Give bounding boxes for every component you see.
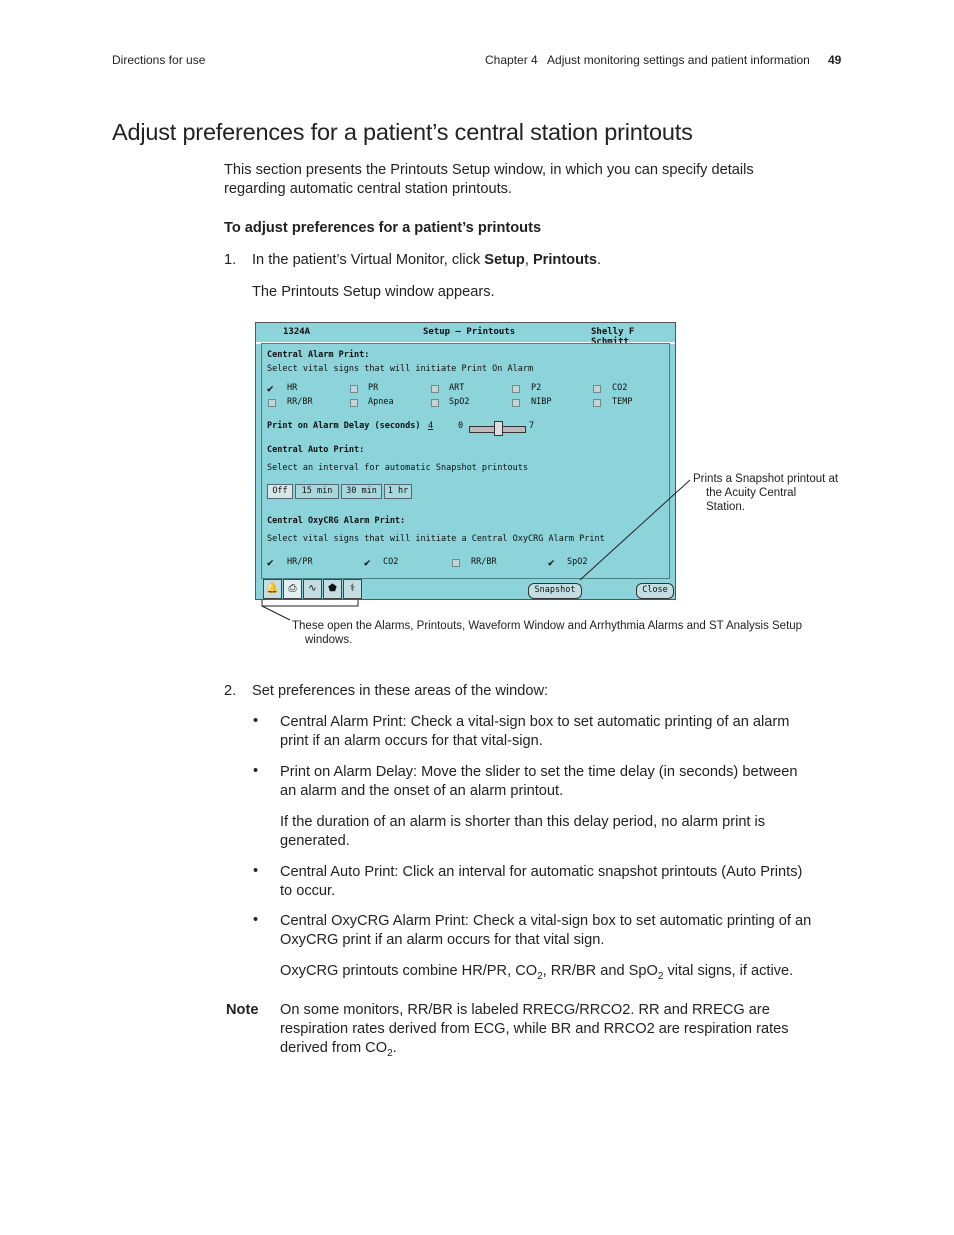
- alarm-bell-icon[interactable]: 🔔: [263, 579, 282, 599]
- interval-1hr-button[interactable]: 1 hr: [384, 484, 412, 499]
- snapshot-callout-1: Prints a Snapshot printout at: [693, 473, 839, 485]
- alarm-label-pr: PR: [368, 383, 379, 393]
- slider-min: 0: [458, 421, 464, 431]
- bullet-3-line-2: to occur.: [280, 883, 336, 899]
- intro-line-1: This section presents the Printouts Setup window, in which you can specify details: [224, 162, 754, 178]
- check-icon: ✔: [364, 556, 371, 569]
- print-delay-label: Print on Alarm Delay (seconds): [267, 421, 421, 431]
- bullet: •: [253, 763, 259, 779]
- snapshot-callout-3: Station.: [706, 501, 745, 513]
- alarm-label-apnea: Apnea: [368, 397, 394, 407]
- oxycrg-heading: Central OxyCRG Alarm Print:: [267, 516, 406, 526]
- note-line-2: respiration rates derived from ECG, while BR and RRCO2 are respiration rates: [280, 1021, 789, 1037]
- interval-15min-button[interactable]: 15 min: [295, 484, 339, 499]
- bullet-2-note-2: generated.: [280, 833, 350, 849]
- running-header-left: Directions for use: [112, 53, 206, 67]
- page-number: 49: [828, 53, 842, 67]
- bullet-4-line-1: Central OxyCRG Alarm Print: Check a vital-sign box to set automatic printing of an: [280, 913, 812, 929]
- step-2-text: Set preferences in these areas of the window:: [252, 683, 549, 699]
- bullet-1-line-2: print if an alarm occurs for that vital-sign.: [280, 733, 543, 749]
- central-auto-print-heading: Central Auto Print:: [267, 445, 365, 455]
- alarm-label-p2: P2: [531, 383, 542, 393]
- bullet-4-note: OxyCRG printouts combine HR/PR, $CO_2$, RR/BR and SpO$_2$ vital signs, if active.: [280, 963, 794, 982]
- bullet: •: [253, 912, 259, 928]
- patient-name: Shelly F Schmitt: [591, 327, 635, 347]
- check-icon: ✔: [267, 556, 274, 569]
- alarm-label-nibp: NIBP: [531, 397, 552, 407]
- procedure-heading: To adjust preferences for a patient’s printouts: [224, 220, 542, 236]
- check-icon: ✔: [267, 382, 274, 395]
- interval-30min-button[interactable]: 30 min: [341, 484, 382, 499]
- step-2-number: 2.: [224, 683, 237, 699]
- st-analysis-icon[interactable]: ⚕: [343, 579, 362, 599]
- alarm-label-hr: HR: [287, 383, 298, 393]
- bullet-1-line-1: Central Alarm Print: Check a vital-sign box to set automatic printing of an alarm: [280, 714, 790, 730]
- bullet: •: [253, 863, 259, 879]
- alarm-label-rrbr: RR/BR: [287, 397, 313, 407]
- close-button[interactable]: Close: [636, 583, 674, 599]
- oxy-label-spo2: SpO2: [567, 557, 588, 567]
- arrhythmia-bell-icon[interactable]: ⬟: [323, 579, 342, 599]
- printer-icon[interactable]: ⎙: [283, 579, 302, 599]
- check-icon: ✔: [548, 556, 555, 569]
- running-header-chapter: Chapter 4 Adjust monitoring settings and patient information: [485, 53, 810, 67]
- step-1-result: The Printouts Setup window appears.: [252, 284, 495, 300]
- oxy-label-rrbr: RR/BR: [471, 557, 497, 567]
- section-title: Adjust preferences for a patient’s central station printouts: [112, 119, 693, 145]
- note-line-3: derived from $CO_2$.: [280, 1040, 397, 1059]
- alarm-label-temp: TEMP: [612, 397, 633, 407]
- bed-label: 1324A: [283, 327, 311, 337]
- central-alarm-print-subtext: Select vital signs that will initiate Print On Alarm: [267, 364, 534, 374]
- alarm-label-art: ART: [449, 383, 465, 393]
- toolbar-callout-2: windows.: [305, 634, 353, 646]
- snapshot-callout-2: the Acuity Central: [706, 487, 797, 499]
- bullet-4-line-2: OxyCRG print if an alarm occurs for that vital sign.: [280, 932, 605, 948]
- central-auto-print-subtext: Select an interval for automatic Snapshot printouts: [267, 463, 528, 473]
- oxycrg-subtext: Select vital signs that will initiate a Central OxyCRG Alarm Print: [267, 534, 605, 544]
- oxy-label-hrpr: HR/PR: [287, 557, 313, 567]
- alarm-label-spo2: SpO2: [449, 397, 470, 407]
- alarm-label-co2: CO2: [612, 383, 628, 393]
- waveform-icon[interactable]: ∿: [303, 579, 322, 599]
- print-delay-value: 4: [428, 421, 434, 431]
- bullet-3-line-1: Central Auto Print: Click an interval for automatic snapshot printouts (Auto Prints): [280, 864, 803, 880]
- central-alarm-print-heading: Central Alarm Print:: [267, 350, 370, 360]
- note-line-1: On some monitors, RR/BR is labeled RRECG/RRCO2. RR and RRECG are: [280, 1002, 770, 1018]
- bullet-2-line-2: an alarm and the onset of an alarm printout.: [280, 783, 564, 799]
- note-label: Note: [226, 1002, 259, 1018]
- window-title: Setup – Printouts: [423, 327, 516, 337]
- bullet: •: [253, 713, 259, 729]
- step-1-number: 1.: [224, 252, 237, 268]
- step-1-text: In the patient’s Virtual Monitor, click Setup, Printouts.: [252, 252, 602, 268]
- interval-off-button[interactable]: Off: [267, 484, 293, 499]
- snapshot-button[interactable]: Snapshot: [528, 583, 582, 599]
- slider-max: 7: [529, 421, 535, 431]
- bullet-2-note-1: If the duration of an alarm is shorter than this delay period, no alarm print is: [280, 814, 766, 830]
- bullet-2-line-1: Print on Alarm Delay: Move the slider to set the time delay (in seconds) between: [280, 764, 798, 780]
- intro-line-2: regarding automatic central station printouts.: [224, 181, 512, 197]
- toolbar-callout-1: These open the Alarms, Printouts, Waveform Window and Arrhythmia Alarms and ST Analysis Setup: [292, 620, 803, 632]
- oxy-label-co2: CO2: [383, 557, 399, 567]
